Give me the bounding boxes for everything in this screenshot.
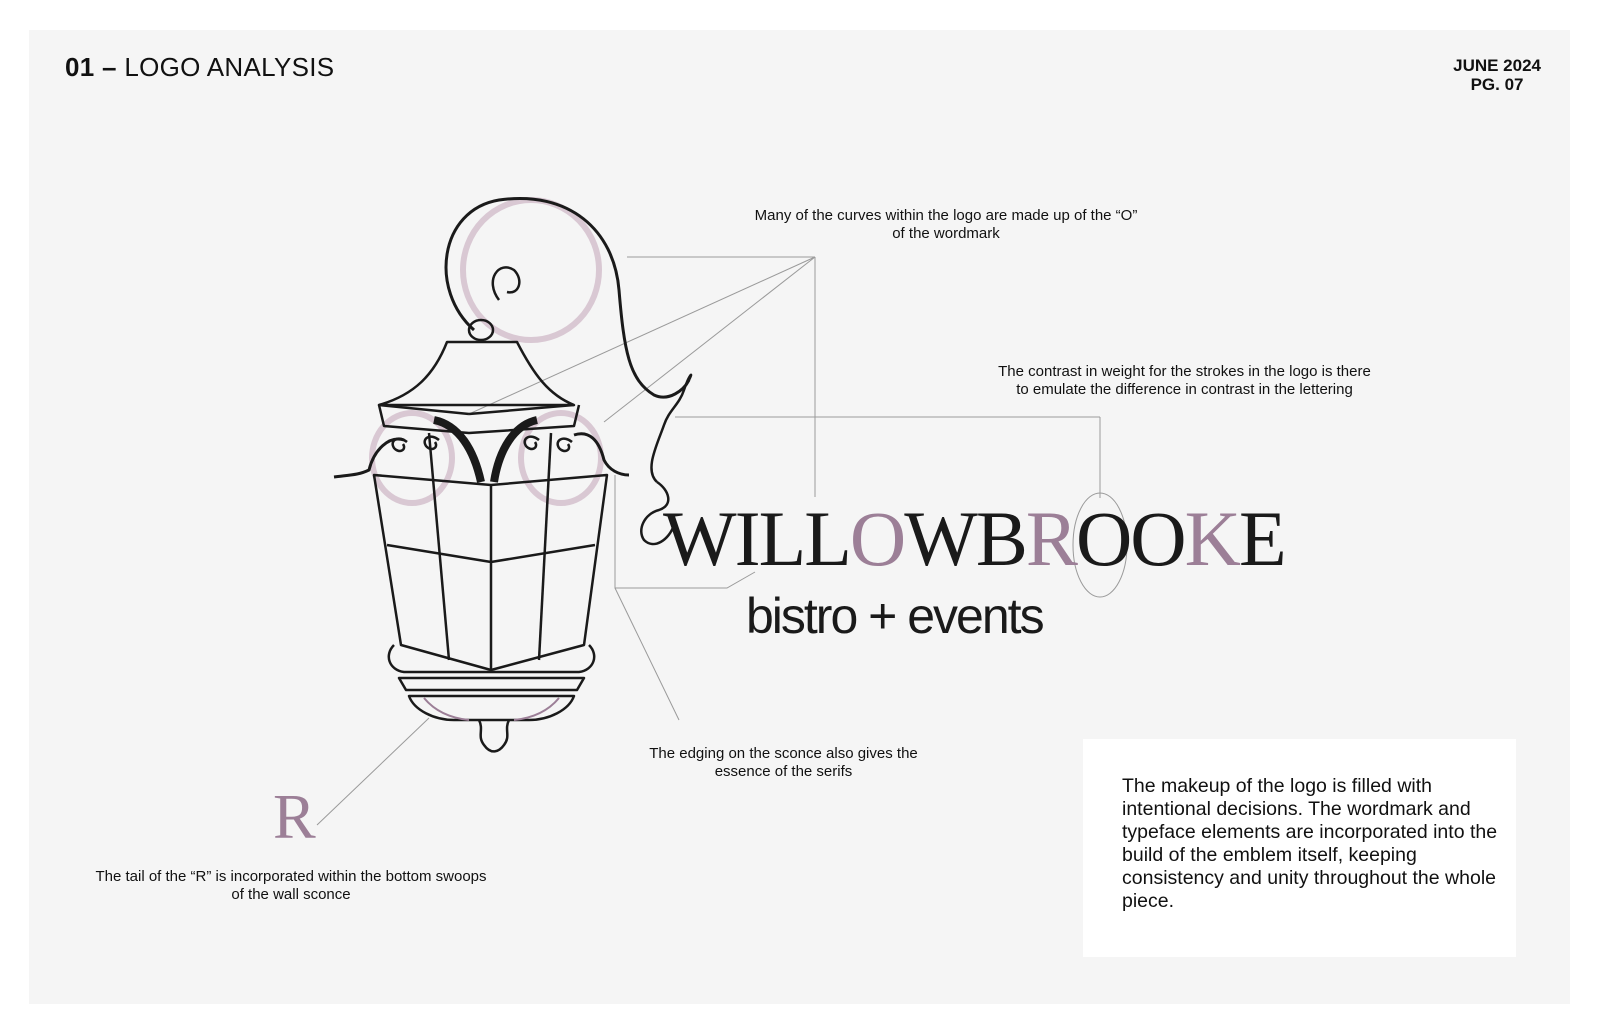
r-tail-swoops [424, 698, 559, 720]
summary-card [1083, 739, 1516, 957]
wordmark-tagline: bistro + events [746, 588, 1043, 644]
summary-text: The makeup of the logo is filled with intentional decisions. The wordmark and typeface elements are incorporated into the build of the emblem itself, keeping consistency and unity throughout the whole piece. [1122, 775, 1498, 912]
wordmark-letter: W [663, 495, 735, 582]
wordmark-letter: B [975, 495, 1026, 582]
page-date: JUNE 2024 [1453, 56, 1541, 75]
section-number: 01 – [65, 52, 117, 82]
note-edging: The edging on the sconce also gives the essence of the serifs [649, 745, 918, 780]
wordmark-letter: L [804, 495, 850, 582]
note-tail: The tail of the “R” is incorporated within the bottom swoops of the wall sconce [95, 868, 487, 903]
wordmark-letter: I [734, 495, 759, 582]
page-sheet [29, 30, 1570, 1004]
note-contrast: The contrast in weight for the strokes in the logo is there to emulate the difference in contrast in the lettering [998, 363, 1371, 398]
sconce-drawing [334, 198, 691, 751]
wordmark-letter: E [1238, 495, 1285, 582]
wordmark-letter-accent: K [1184, 495, 1239, 582]
wordmark-letter: W [904, 495, 976, 582]
wordmark-letter: O [1075, 495, 1131, 582]
section-title: LOGO ANALYSIS [124, 52, 335, 82]
r-letter-sample: R [273, 781, 316, 852]
o-curve-shapes [372, 200, 601, 503]
wordmark [663, 495, 1285, 582]
wordmark-letter-accent: O [849, 495, 905, 582]
note-curves: Many of the curves within the logo are made up of the “O” of the wordmark [754, 207, 1138, 242]
page-number: PG. 07 [1470, 75, 1524, 94]
wordmark-letter-accent: R [1025, 495, 1076, 582]
wordmark-letter: O [1130, 495, 1185, 582]
wordmark-letter: L [758, 495, 805, 582]
